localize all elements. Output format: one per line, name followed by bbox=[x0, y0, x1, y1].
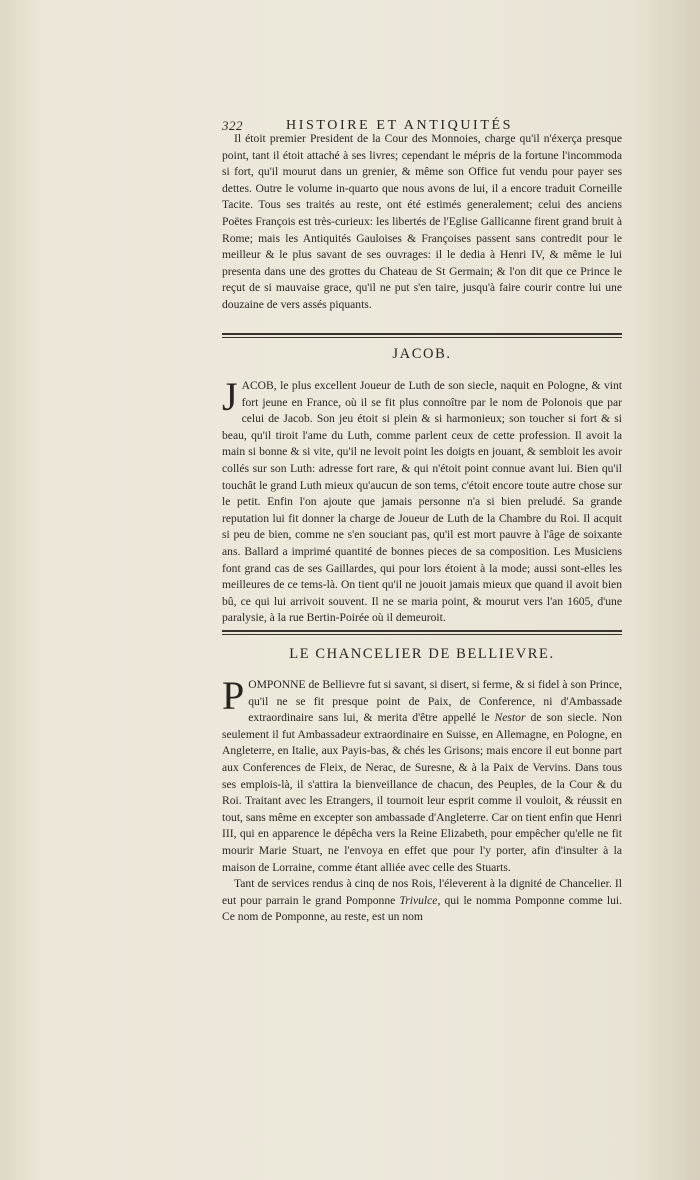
bellievre-text-a: OMPONNE de Bellievre fut si savant, si disert, si ferme, & si fidel à son Prince, qu'il ne se fit presque point de Paix, de Conference, ni d'Ambassade extraordinaire sans lui, & merita d'être appellé le bbox=[248, 678, 622, 725]
bellievre-block bbox=[222, 673, 623, 926]
italic-word: Trivulce bbox=[399, 893, 438, 907]
intro-paragraph: Il étoit premier President de la Cour des Monnoies, charge qu'il n'éxerça presque point, tant il étoit attaché à ses livres; cependant le mépris de la fortune l'incommoda si fort, qu'il mourut dans un grenier, & même son Office fut vendu pour payer ses dettes. Outre le volume in-quarto que nous avons de lui, il a encore traduit Corneille Tacite. Tous ses traités au reste, ont été estimés generalement; celui des anciens Poëtes François est très-curieux: les libertés de l'Eglise Gallicanne firent grand bruit à Rome; mais les Antiquités Gauloises & Françoises passent sans contredit pour le meilleur & le plus savant de ses ouvrages: il le dedia à Henri IV, & même le lui presenta dans une des grottes du Chateau de St Germain; & l'on dit que ce Prince le reçut de si mauvaise grace, qu'il ne put s'en taire, jusqu'à faire courir contre lui une douzaine de vers assés piquants. bbox=[222, 132, 622, 311]
intro-block bbox=[222, 131, 622, 314]
bellievre-paragraph bbox=[222, 673, 622, 876]
page-number: 322 bbox=[222, 118, 243, 133]
drop-cap: P bbox=[222, 673, 245, 718]
drop-cap: J bbox=[222, 374, 238, 419]
bellievre-text-d: , qui le nomma Pomponne comme lui. Ce nom de Pomponne, au reste, est un nom bbox=[222, 893, 623, 924]
bellievre-paragraph-2 bbox=[222, 876, 622, 926]
section-heading-bellievre: LE CHANCELIER DE BELLIEVRE. bbox=[289, 646, 555, 662]
jacob-text: ACOB, le plus excellent Joueur de Luth de son siecle, naquit en Pologne, & vint fort jeune en France, où il se fit plus connoître par le nom de Polonois que par celui de Jacob. Son jeu étoit si plein & si harmonieux; son toucher si fort & si beau, qu'il tiroit l'ame du Luth, comme parlent ceux de cette profession. Il avoit la main si bonne & si vite, qu'il ne levoit point les doigts en jouant, & sembloit les avoir collés sur son Luth: adresse fort rare, & qui n'étoit point connue avant lui. Bien qu'il touchât le grand Luth mieux qu'aucun de son tems, c'étoit encore toute autre chose sur le petit. Enfin l'on ajoute que jamais personne n'a si bien preludé. Sa grande reputation lui fit donner la charge de Joueur de Luth de la Chambre du Roi. Il acquit si peu de bien, comme ne s'en souciant pas, qu'il est mort pauvre à l'âge de soixante ans. Ballard a imprimé quantité de bonnes pieces de sa composition. Les Musiciens font grand cas de ses Gaillardes, qui pour lors étoient à la mode; aussi sont-elles les meilleures de ce tems-là. On tient qu'il ne jouoit jamais mieux que quand il avoit bien bû, ce qui lui arrivoit souvent. Il ne se maria point, & mourut vers l'an 1605, d'une paralysie, à la rue Bertin-Poirée où il demeuroit. bbox=[222, 379, 622, 625]
bellievre-text-c: Tant de services rendus à cinq de nos Rois, l'éleverent à la dignité de Chancelier. Il eut pour parrain le grand Pomponne bbox=[222, 877, 622, 907]
italic-word: Nestor bbox=[494, 711, 526, 725]
running-title: HISTOIRE ET ANTIQUITÉS bbox=[286, 118, 514, 133]
section-divider bbox=[222, 630, 622, 635]
bellievre-text-b: de son siecle. Non seulement il fut Ambassadeur extraordinaire en Suisse, en Allemagne, en Pologne, en Angleterre, en Italie, aux Payis-bas, & chés les Grisons; mais encore il eut bonne part aux Conferences de Fleix, de Nerac, de Suresne, & à la Paix de Vervins. Dans tous ses emplois-là, il s'attira la bienveillance de chacun, des Peuples, de la Cour & du Roi. Traitant avec les Etrangers, il tournoit leur esprit comme il vouloit, & réussit en tout, sans même en excepter son ambassade d'Angleterre. Car on tient enfin que Henri III, qui en apparence le dépêcha vers la Reine Elizabeth, pour empêcher qu'elle ne fit mourir Marie Stuart, ne l'envoya en effet que pour l'y porter, afin d'insulter à la maison de Lorraine, comme étant alliée avec celle des Stuarts. bbox=[222, 711, 622, 874]
jacob-paragraph bbox=[222, 374, 622, 627]
section-heading-jacob: JACOB. bbox=[392, 346, 452, 362]
section-divider bbox=[222, 333, 622, 338]
jacob-block bbox=[222, 374, 622, 627]
